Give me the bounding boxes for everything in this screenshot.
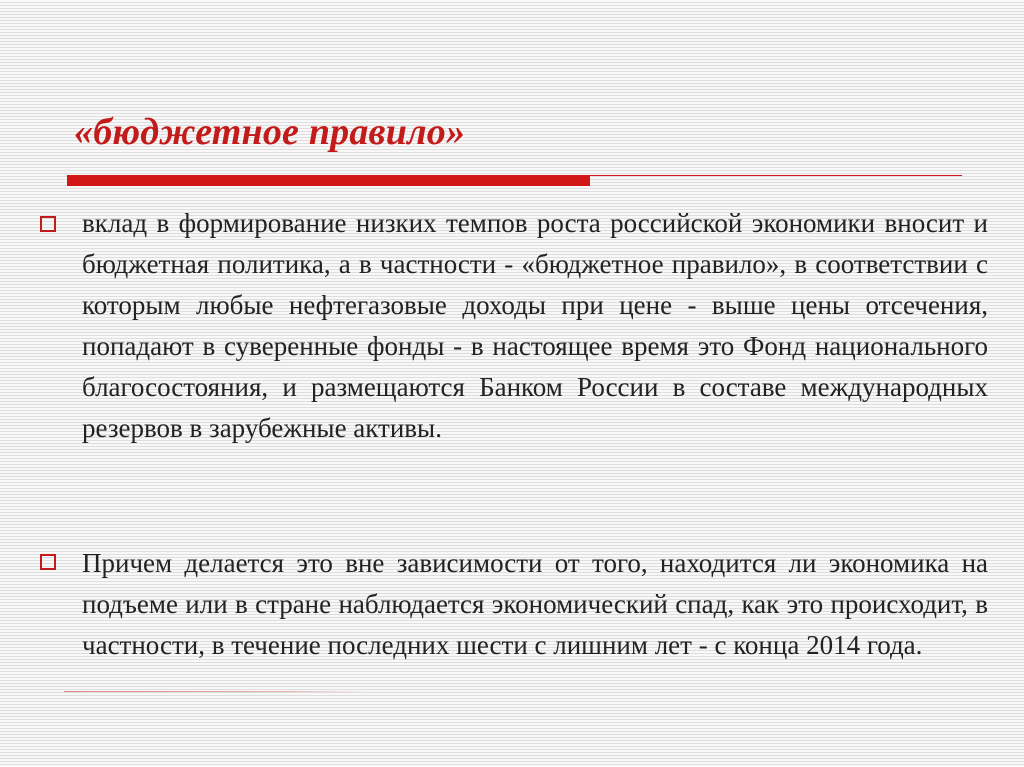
slide-title: «бюджетное правило»: [74, 111, 466, 153]
title-underline-thick: [67, 175, 590, 186]
footer-divider: [64, 691, 374, 692]
title-underline-thin: [590, 175, 962, 176]
hollow-square-icon: [40, 554, 56, 570]
bullet-text: Причем делается это вне зависимости от того, находится ли экономика на подъеме или в стране наблюдается экономический спад, как это происходит, в частности, в течение последних шести с лишним лет - с конца 2014 года.: [82, 548, 988, 660]
bullet-text: вклад в формирование низких темпов роста российской экономики вносит и бюджетная политика, а в частности - «бюджетное правило», в соответствии с которым любые нефтегазовые доходы при цене - выше цены отсечения, попадают в суверенные фонды - в настоящее время это Фонд национального благосостояния, и размещаются Банком России в составе международных резервов в зарубежные активы.: [82, 208, 988, 443]
hollow-square-icon: [40, 216, 56, 232]
